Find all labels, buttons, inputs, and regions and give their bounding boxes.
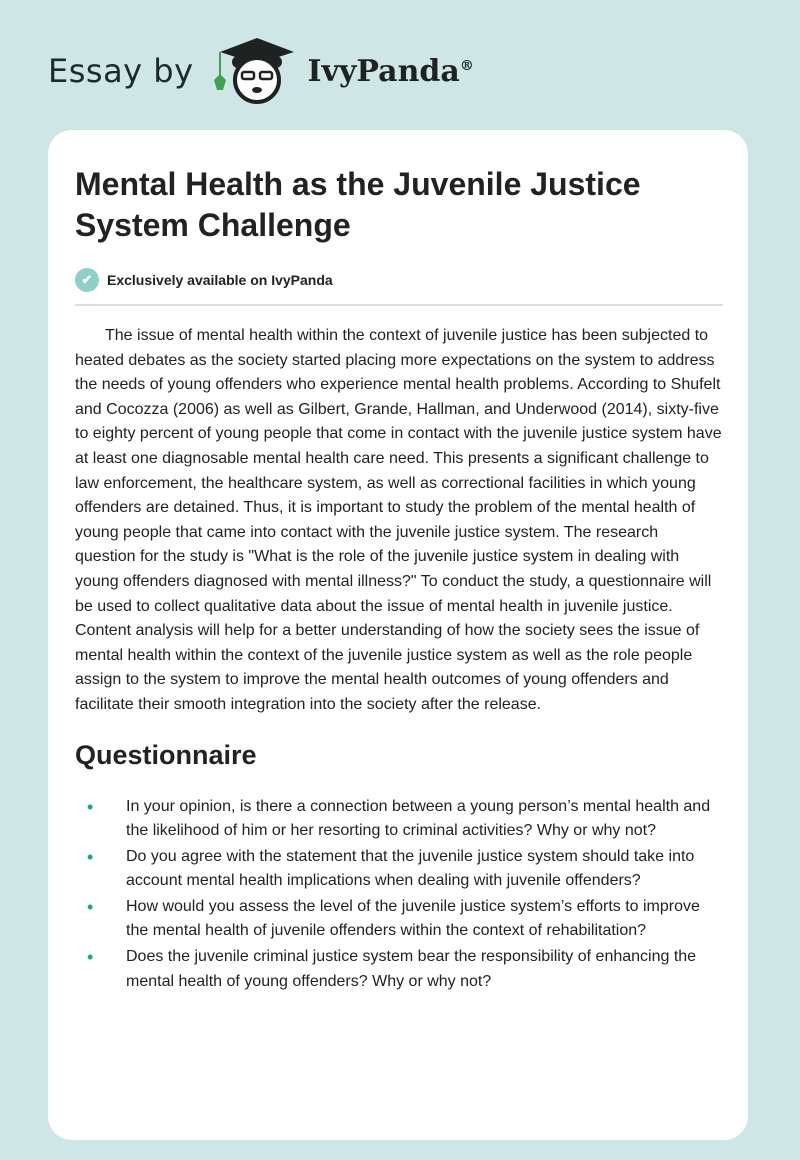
- check-icon: ✔: [75, 268, 99, 292]
- panda-logo-icon: [212, 36, 302, 106]
- list-item: • How would you assess the level of the juvenile justice system’s efforts to improve the mental health of juvenile offenders within the context of rehabilitation?: [75, 895, 723, 944]
- site-header: [48, 36, 474, 106]
- list-item: • Do you agree with the statement that the juvenile justice system should take into account mental health implications when dealing with juvenile offenders?: [75, 845, 723, 894]
- brand-name: IvyPanda®: [307, 53, 474, 89]
- exclusive-badge: [75, 268, 723, 292]
- section-heading: Questionnaire: [75, 739, 257, 770]
- badge-label: Exclusively available on IvyPanda: [107, 272, 333, 288]
- page-title: Mental Health as the Juvenile Justice System Challenge: [75, 166, 641, 243]
- questionnaire-list: [75, 795, 723, 995]
- essay-card: [48, 130, 748, 1140]
- list-item: • Does the juvenile criminal justice system bear the responsibility of enhancing the mental health of young offenders? Why or why not?: [75, 945, 723, 994]
- intro-paragraph: The issue of mental health within the context of juvenile justice has been subjected to heated debates as the society started placing more expectations on the system to address the needs of young offenders who experience mental health problems. According to Shufelt and Cocozza (2006) as well as Gilbert, Grande, Hallman, and Underwood (2014), sixty-five to eighty percent of young people that come in contact with the juvenile justice system have at least one diagnosable mental health care need. This presents a significant challenge to law enforcement, the healthcare system, as well as correctional facilities in which young offenders are detained. Thus, it is important to study the problem of the mental health of young people that came into contact with the juvenile justice system. The research question for the study is "What is the role of the juvenile justice system in dealing with young offenders diagnosed with mental illness?" To conduct the study, a questionnaire will be used to collect qualitative data about the issue of mental health in juvenile justice. Content analysis will help for a better understanding of how the society sees the issue of mental health within the context of the juvenile justice system as well as the role people assign to the system to improve the mental health outcomes of young offenders and facilitate their smooth integration into the society after the release.: [75, 327, 722, 713]
- list-item: • In your opinion, is there a connection between a young person’s mental health and the likelihood of him or her resorting to criminal activities? Why or why not?: [75, 795, 723, 844]
- divider: [75, 304, 723, 306]
- essay-by-label: Essay by: [48, 52, 194, 90]
